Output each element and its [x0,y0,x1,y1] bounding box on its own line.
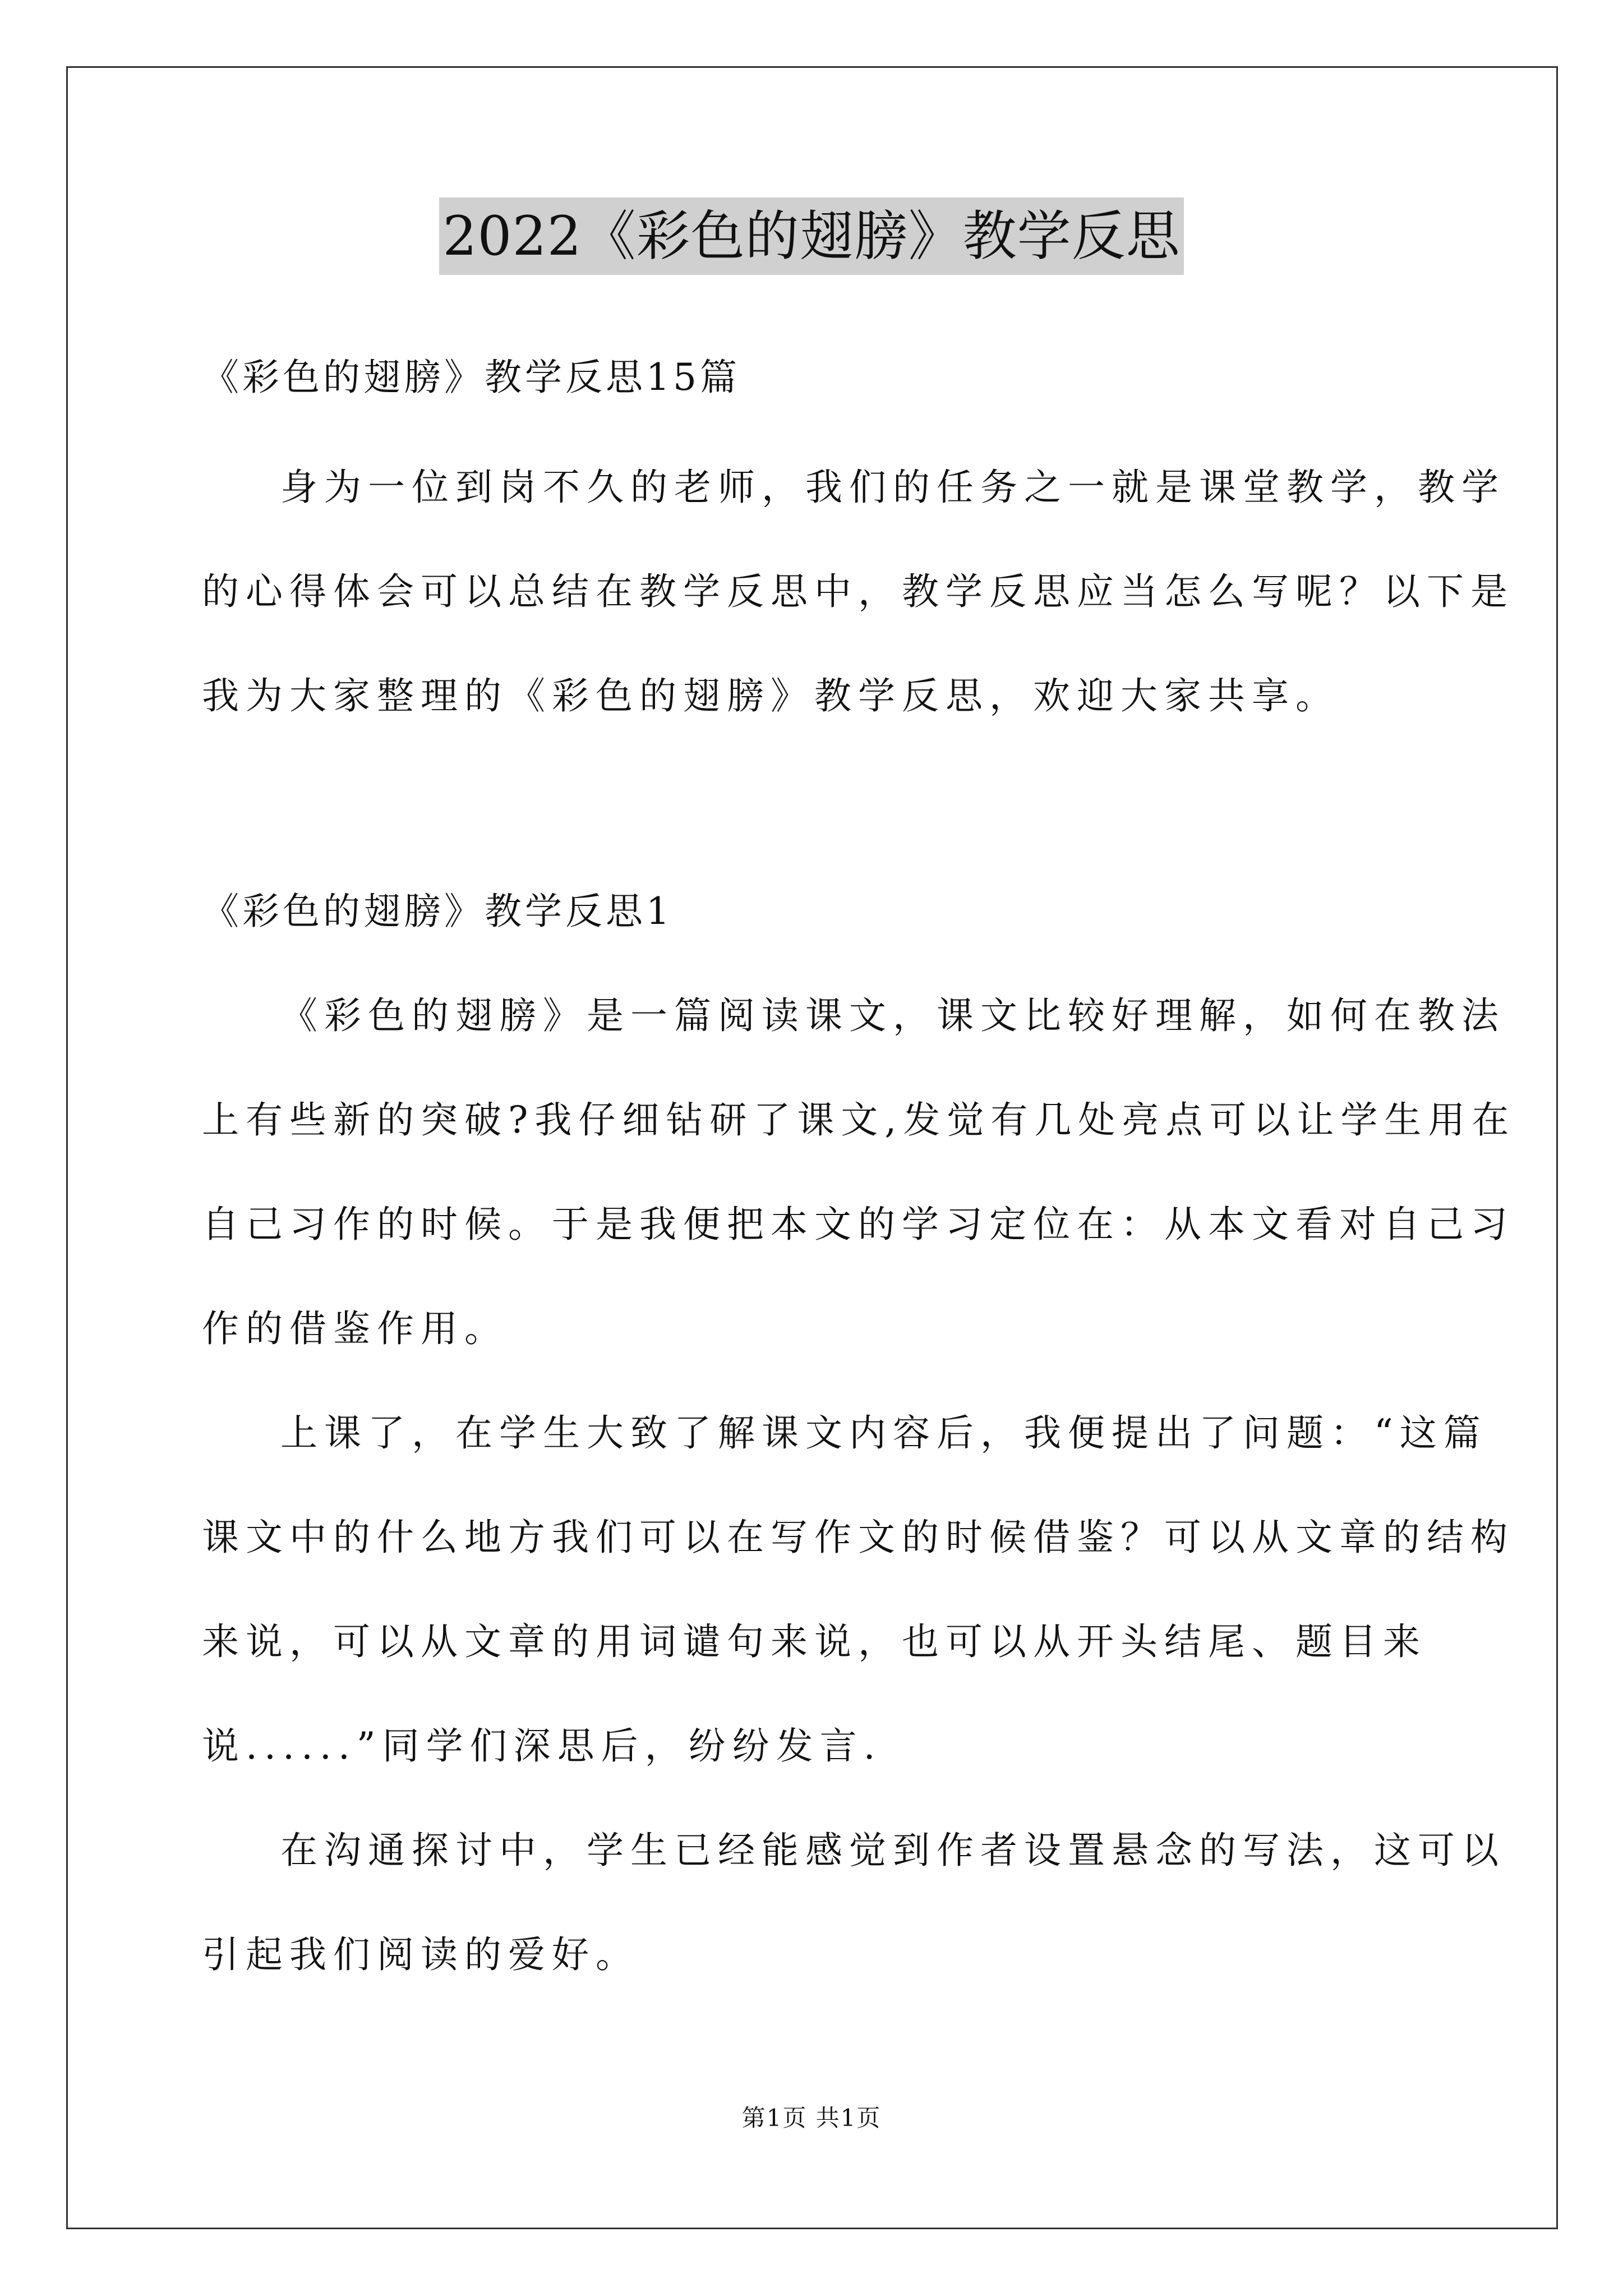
title-wrapper [0,197,1623,275]
paragraph2-line-3: 来说，可以从文章的用词谴句来说，也可以从开头结尾、题目来 [202,1620,1427,1663]
paragraph3-line-2: 引起我们阅读的爱好。 [202,1933,639,1976]
paragraph1-line-2: 上有些新的突破?我仔细钻研了课文,发觉有几处亮点可以让学生用在 [202,1098,1516,1142]
paragraph2-line-4: 说......”同学们深思后，纷纷发言. [202,1724,882,1768]
paragraph1-line-3: 自己习作的时候。于是我便把本文的学习定位在：从本文看对自己习 [202,1203,1514,1246]
paragraph1-line-4: 作的借鉴作用。 [202,1307,508,1350]
paragraph2-line-2: 课文中的什么地方我们可以在写作文的时候借鉴？可以从文章的结构 [202,1516,1514,1559]
document-title: 2022《彩色的翅膀》教学反思 [439,197,1183,275]
document-subtitle: 《彩色的翅膀》教学反思15篇 [202,356,740,399]
section-heading: 《彩色的翅膀》教学反思1 [202,890,673,933]
paragraph1-line-1: 《彩色的翅膀》是一篇阅读课文，课文比较好理解，如何在教法 [280,994,1505,1037]
intro-line-3: 我为大家整理的《彩色的翅膀》教学反思，欢迎大家共享。 [202,674,1339,717]
intro-line-2: 的心得体会可以总结在教学反思中，教学反思应当怎么写呢？以下是 [202,570,1514,613]
paragraph2-line-1: 上课了，在学生大致了解课文内容后，我便提出了问题：“这篇 [280,1411,1487,1455]
paragraph3-line-1: 在沟通探讨中，学生已经能感觉到作者设置悬念的写法，这可以 [280,1829,1505,1872]
page-footer: 第1页 共1页 [741,2104,882,2132]
intro-line-1: 身为一位到岗不久的老师，我们的任务之一就是课堂教学，教学 [280,466,1505,509]
